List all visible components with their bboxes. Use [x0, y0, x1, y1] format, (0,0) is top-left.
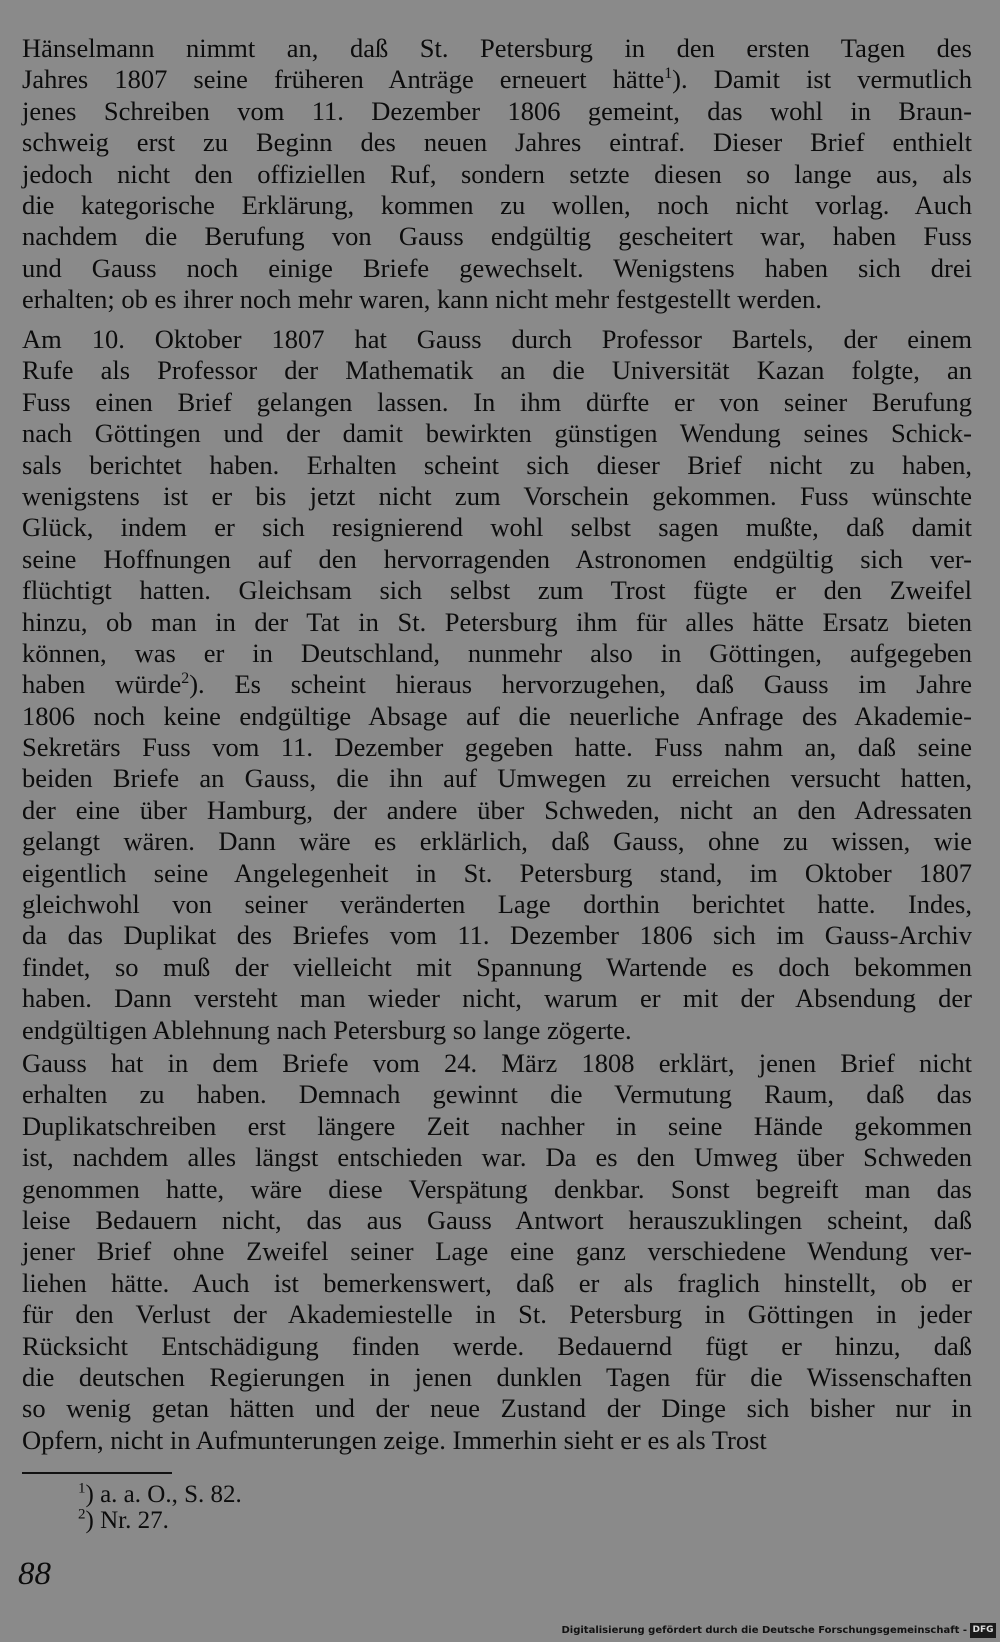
- text-line: ist, nachdem alles längst entschieden war. Da es den Umweg über Schweden: [22, 1142, 972, 1173]
- page-number: 88: [18, 1556, 51, 1592]
- text-line: so wenig getan hätten und der neue Zustand der Dinge sich bisher nur in: [22, 1393, 972, 1424]
- text-line: nach Göttingen und der damit bewirkten günstigen Wendung seines Schick-: [22, 418, 972, 449]
- text-line: die deutschen Regierungen in jenen dunklen Tagen für die Wissenschaften: [22, 1361, 972, 1392]
- text-line: eigentlich seine Angelegenheit in St. Petersburg stand, im Oktober 1807: [22, 857, 972, 888]
- text-line: nachdem die Berufung von Gauss endgültig gescheitert war, haben Fuss: [22, 221, 972, 252]
- text-line: wenigstens ist er bis jetzt nicht zum Vorschein gekommen. Fuss wünschte: [22, 480, 972, 511]
- footnote-1-text: ) a. a. O., S. 82.: [85, 1481, 242, 1508]
- text-line: endgültigen Ablehnung nach Petersburg so lange zögerte.: [22, 1014, 632, 1045]
- text-line: können, was er in Deutschland, nunmehr also in Göttingen, aufgegeben: [22, 637, 972, 668]
- text-line: Fuss einen Brief gelangen lassen. In ihm dürfte er von seiner Berufung: [22, 386, 972, 417]
- text-line: gelangt wären. Dann wäre es erklärlich, daß Gauss, ohne zu wissen, wie: [22, 826, 972, 857]
- text-line: sals berichtet haben. Erhalten scheint sich dieser Brief nicht zu haben,: [22, 449, 972, 480]
- text-line: der eine über Hamburg, der andere über Schweden, nicht an den Adressaten: [22, 794, 972, 825]
- text-segment: ). Es scheint hieraus hervorzugehen, daß Gauss im Jahre: [189, 669, 973, 700]
- text-line: flüchtigt hatten. Gleichsam sich selbst zum Trost fügte er den Zweifel: [22, 575, 972, 606]
- text-line: Opfern, nicht in Aufmunterungen zeige. Immerhin sieht er es als Trost: [22, 1424, 767, 1455]
- text-line: [22, 669, 972, 700]
- footnote-2-marker: 2: [78, 1506, 86, 1523]
- text-line: beiden Briefe an Gauss, die ihn auf Umwegen zu erreichen versucht hatten,: [22, 763, 972, 794]
- text-line: Hänselmann nimmt an, daß St. Petersburg in den ersten Tagen des: [22, 33, 972, 63]
- paragraph-1: [22, 33, 972, 316]
- text-line: jener Brief ohne Zweifel seiner Lage eine ganz verschiedene Wendung ver-: [22, 1236, 972, 1267]
- text-line: für den Verlust der Akademiestelle in St. Petersburg in Göttingen in jeder: [22, 1299, 972, 1330]
- text-line: Glück, indem er sich resignierend wohl selbst sagen mußte, daß damit: [22, 512, 972, 543]
- text-line: erhalten; ob es ihrer noch mehr waren, kann nicht mehr festgestellt werden.: [22, 284, 822, 315]
- text-segment: ). Damit ist vermutlich: [672, 64, 972, 95]
- text-line: da das Duplikat des Briefes vom 11. Dezember 1806 sich im Gauss-Archiv: [22, 920, 972, 951]
- footnote-separator: [22, 1472, 172, 1474]
- footnote-reference: 2: [181, 670, 190, 688]
- text-line: gleichwohl von seiner veränderten Lage dorthin berichtet hatte. Indes,: [22, 889, 972, 920]
- text-line: jedoch nicht den offiziellen Ruf, sondern setzte diesen so lange aus, als: [22, 158, 972, 189]
- text-line: findet, so muß der vielleicht mit Spannung Wartende es doch bekommen: [22, 951, 972, 982]
- text-line: Sekretärs Fuss vom 11. Dezember gegeben hatte. Fuss nahm an, daß seine: [22, 732, 972, 763]
- text-line: schweig erst zu Beginn des neuen Jahres eintraf. Dieser Brief enthielt: [22, 127, 972, 158]
- text-line: [22, 64, 972, 95]
- text-line: hinzu, ob man in der Tat in St. Petersburg ihm für alles hätte Ersatz bieten: [22, 606, 972, 637]
- paragraph-2: [22, 324, 972, 1046]
- paragraph-3: [22, 1048, 972, 1456]
- footnote-1: [78, 1481, 242, 1509]
- text-line: Am 10. Oktober 1807 hat Gauss durch Professor Bartels, der einem: [22, 324, 972, 354]
- text-line: liehen hätte. Auch ist bemerkenswert, daß er als fraglich hinstellt, ob er: [22, 1267, 972, 1298]
- text-line: erhalten zu haben. Demnach gewinnt die Vermutung Raum, daß das: [22, 1079, 972, 1110]
- text-line: leise Bedauern nicht, das aus Gauss Antwort herauszuklingen scheint, daß: [22, 1204, 972, 1235]
- text-line: Gauss hat in dem Briefe vom 24. März 1808 erklärt, jenen Brief nicht: [22, 1048, 972, 1078]
- text-line: und Gauss noch einige Briefe gewechselt. Wenigstens haben sich drei: [22, 252, 972, 283]
- text-line: Rücksicht Entschädigung finden werde. Bedauernd fügt er hinzu, daß: [22, 1330, 972, 1361]
- text-line: Rufe als Professor der Mathematik an die Universität Kazan folgte, an: [22, 355, 972, 386]
- footnote-reference: 1: [664, 65, 673, 83]
- text-segment: Jahres 1807 seine früheren Anträge erneuert hätte: [22, 64, 665, 95]
- text-line: Duplikatschreiben erst längere Zeit nachher in seine Hände gekommen: [22, 1110, 972, 1141]
- text-line: genommen hatte, wäre diese Verspätung denkbar. Sonst begreift man das: [22, 1173, 972, 1204]
- dfg-logo-icon: DFG: [970, 1623, 996, 1638]
- text-line: jenes Schreiben vom 11. Dezember 1806 gemeint, das wohl in Braun-: [22, 95, 972, 126]
- footnote-1-marker: 1: [78, 1480, 86, 1497]
- text-line: haben. Dann versteht man wieder nicht, warum er mit der Absendung der: [22, 983, 972, 1014]
- text-line: seine Hoffnungen auf den hervorragenden Astronomen endgültig sich ver-: [22, 543, 972, 574]
- text-segment: haben würde: [22, 669, 182, 700]
- footnote-2-text: ) Nr. 27.: [85, 1507, 169, 1534]
- funding-credit: Digitalisierung gefördert durch die Deutsche Forschungsgemeinschaft -: [561, 1625, 967, 1636]
- footnote-2: [78, 1507, 169, 1535]
- text-line: die kategorische Erklärung, kommen zu wollen, noch nicht vorlag. Auch: [22, 189, 972, 220]
- text-line: 1806 noch keine endgültige Absage auf die neuerliche Anfrage des Akademie-: [22, 700, 972, 731]
